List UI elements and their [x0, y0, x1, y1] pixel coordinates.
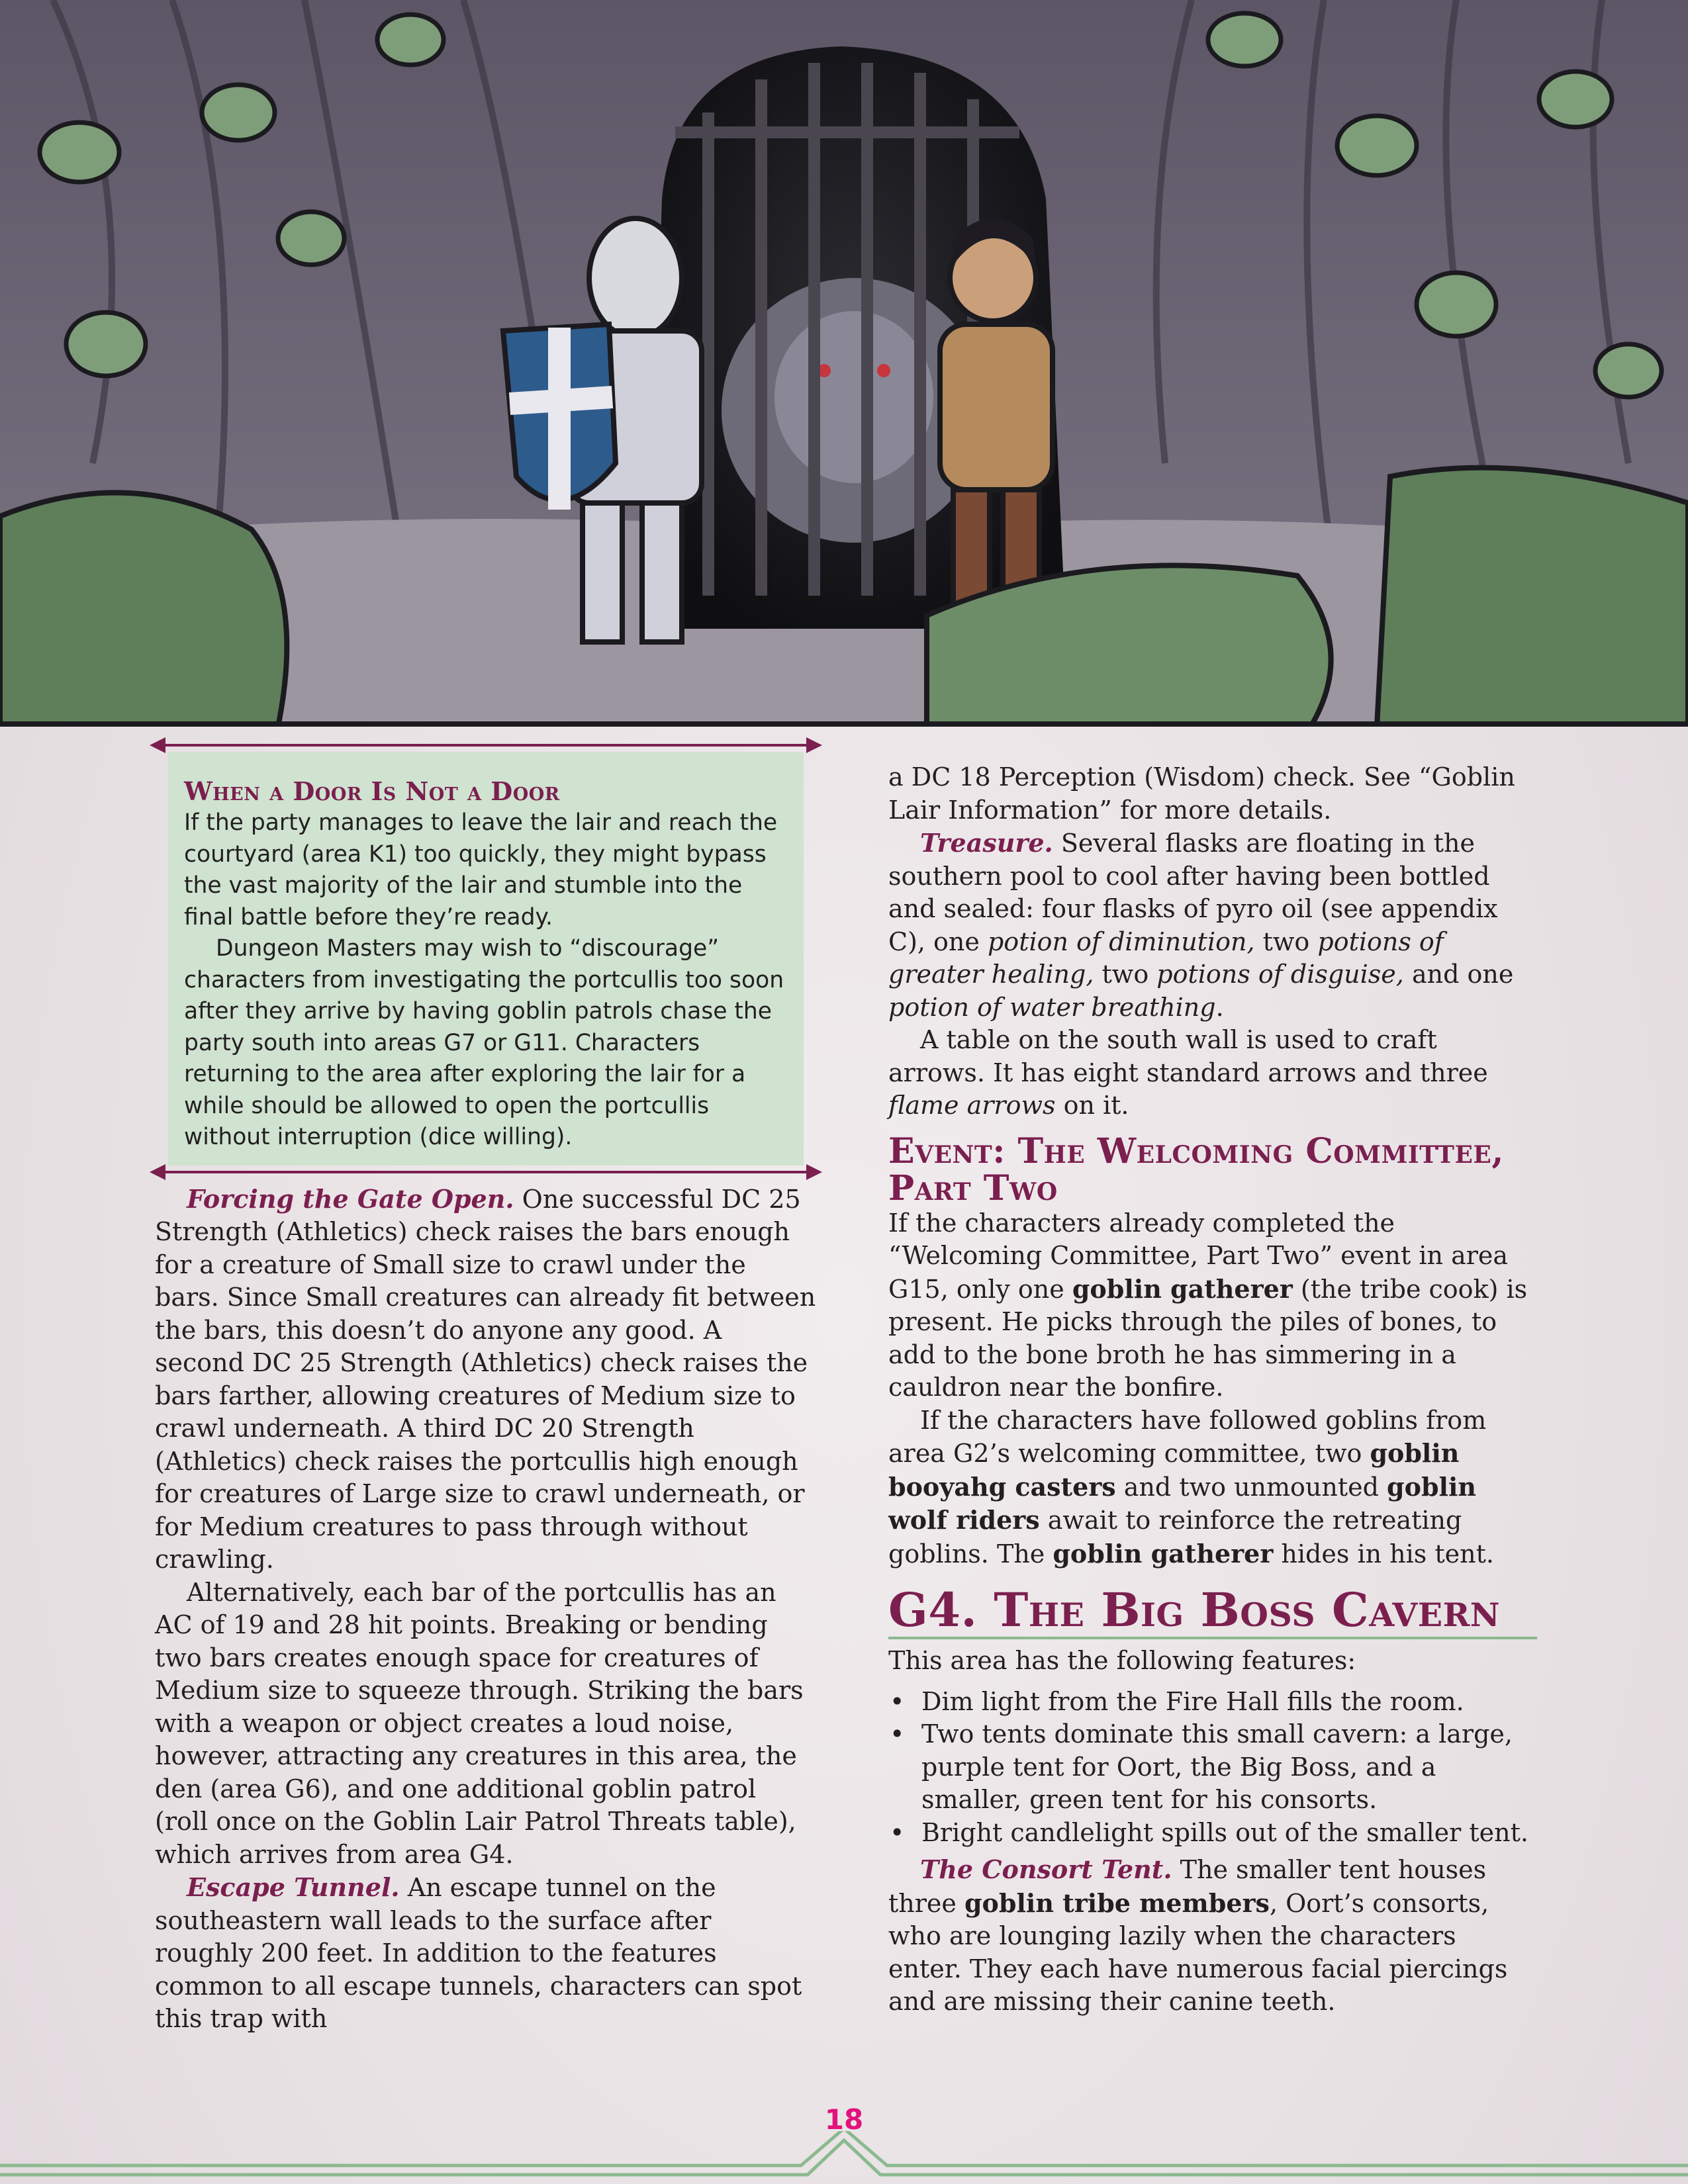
treasure-text-c: two	[1094, 960, 1157, 989]
creature-goblin-gatherer: goblin gatherer	[1072, 1273, 1293, 1304]
paragraph-continued: a DC 18 Perception (Wisdom) check. See “Goblin Lair Information” for more details.	[888, 762, 1515, 825]
run-in-escape-tunnel: Escape Tunnel.	[187, 1872, 400, 1902]
run-in-treasure: Treasure.	[920, 828, 1053, 858]
right-column	[888, 761, 1537, 2019]
paragraph-treasure	[888, 827, 1537, 1024]
page-number: 18	[824, 2103, 864, 2136]
item-potion-of-water-breathing: potion of water breathing	[888, 992, 1216, 1022]
treasure-text-d: and one	[1403, 960, 1514, 989]
consort-text-a: The smaller tent houses three	[888, 1855, 1487, 1918]
sidebar-title: When a Door Is Not a Door	[184, 776, 560, 806]
treasure-text-e: .	[1215, 992, 1224, 1022]
event1-text-c: (the tribe cook) is present. He picks through the piles of bones, to add to the bone broth he has simmering in a cauldron near the bonfire.	[888, 1274, 1528, 1402]
list-item: • Dim light from the Fire Hall fills the room.	[888, 1686, 1537, 1719]
paragraph-escape-tunnel	[155, 1871, 817, 2036]
item-potions-of-greater-healing: potions of greater healing,	[888, 927, 1444, 989]
run-in-consort-tent: The Consort Tent.	[920, 1854, 1172, 1884]
item-potions-of-disguise: potions of disguise,	[1156, 960, 1404, 989]
run-in-forcing-the-gate-open: Forcing the Gate Open.	[187, 1183, 514, 1214]
sidebar-paragraph-2: Dungeon Masters may wish to “discourage” characters from investigating the portcullis too soon after they arrive by having goblin patrols chase the party south into areas G7 or G11. Characters returning to the area after exploring the lair for a while should be allowed to open the portcullis without interruption (dice willing).	[184, 935, 784, 1150]
sidebar-when-a-door-is-not-a-door	[168, 752, 804, 1165]
table-text-a: A table on the south wall is used to craft arrows. It has eight standard arrows and three	[888, 1025, 1488, 1087]
heading-event-welcoming-committee: Event: The Welcoming Committee, Part Two	[888, 1130, 1504, 1208]
paragraph-consort-tent	[888, 1853, 1537, 2019]
sidebar-bottom-rule	[150, 1164, 822, 1180]
table-text-b: on it.	[1055, 1091, 1129, 1120]
item-flame-arrows: flame arrows	[888, 1091, 1056, 1120]
list-item: • Two tents dominate this small cavern: a large, purple tent for Oort, the Big Boss, and a smaller, green tent for his consorts.	[888, 1718, 1537, 1817]
creature-goblin-booyahg-casters: goblin booyahg casters	[888, 1438, 1460, 1502]
treasure-text-a: Several flasks are floating in the southern pool to cool after having been bottled and sealed: four flasks of pyro oil (see appendix C), one	[888, 829, 1498, 956]
treasure-text-b: two	[1254, 927, 1318, 956]
sidebar-paragraph-1: If the party manages to leave the lair and reach the courtyard (area K1) too quickly, they might bypass the vast majority of the lair and stumble into the final battle before they’re ready.	[184, 809, 778, 931]
event2-text-g: hides in his tent.	[1273, 1539, 1494, 1569]
paragraph-event-2	[888, 1404, 1537, 1571]
event1-text-a: If the characters already completed the “Welcoming Committee, Part Two” event in area G15, only one	[888, 1208, 1509, 1304]
illustration-goblin-lair-portcullis	[0, 0, 1688, 727]
creature-goblin-tribe-members: goblin tribe members	[964, 1888, 1270, 1918]
escape-text: An escape tunnel on the southeastern wall leads to the surface after roughly 200 feet. In addition to the features common to all escape tunnels, characters can spot this trap with	[155, 1873, 802, 2033]
consort-text-c: , Oort’s consorts, who are lounging lazily when the characters enter. They each have numerous facial piercings and are missing their canine teeth.	[888, 1888, 1508, 2016]
paragraph-features-intro: This area has the following features:	[888, 1646, 1356, 1675]
sidebar-top-rule	[150, 737, 822, 753]
forcing-text: One successful DC 25 Strength (Athletics) check raises the bars enough for a creature of Small size to crawl under the bars. Since Small creatures can already fit between the bars, this doesn’t do anyone any good. A second DC 25 Strength (Athletics) check raises the bars farther, allowing creatures of Medium size to crawl underneath. A third DC 20 Strength (Athletics) check raises the portcullis high enough for creatures of Large size to crawl underneath, or for Medium creatures to pass through without crawling.	[155, 1184, 816, 1574]
paragraph-event-1	[888, 1207, 1537, 1404]
footer-rule	[0, 2131, 1688, 2184]
item-potion-of-diminution: potion of diminution,	[987, 927, 1255, 956]
illustration-svg	[0, 0, 1688, 727]
event2-text-c: and two unmounted	[1115, 1472, 1387, 1502]
left-column	[155, 748, 817, 2036]
paragraph-forcing-the-gate	[155, 1183, 817, 1576]
features-list	[888, 1686, 1537, 1850]
list-item: • Bright candlelight spills out of the smaller tent.	[888, 1817, 1537, 1850]
event2-text-a: If the characters have followed goblins from area G2’s welcoming committee, two	[888, 1405, 1487, 1468]
creature-goblin-wolf-riders: goblin wolf riders	[888, 1471, 1477, 1535]
event2-text-e: await to reinforce the retreating goblins. The	[888, 1506, 1462, 1569]
heading-g4-big-boss-cavern: G4. The Big Boss Cavern	[888, 1585, 1537, 1639]
creature-goblin-gatherer-2: goblin gatherer	[1053, 1538, 1274, 1569]
paragraph-alternatively: Alternatively, each bar of the portcullis has an AC of 19 and 28 hit points. Breaking or bending two bars creates enough space for creatures of Medium size to squeeze through. Striking the bars with a weapon or object creates a loud noise, however, attracting any creatures in this area, the den (area G6), and one additional goblin patrol (roll once on the Goblin Lair Patrol Threats table), which arrives from area G4.	[155, 1577, 804, 1869]
paragraph-arrow-table	[888, 1024, 1537, 1122]
